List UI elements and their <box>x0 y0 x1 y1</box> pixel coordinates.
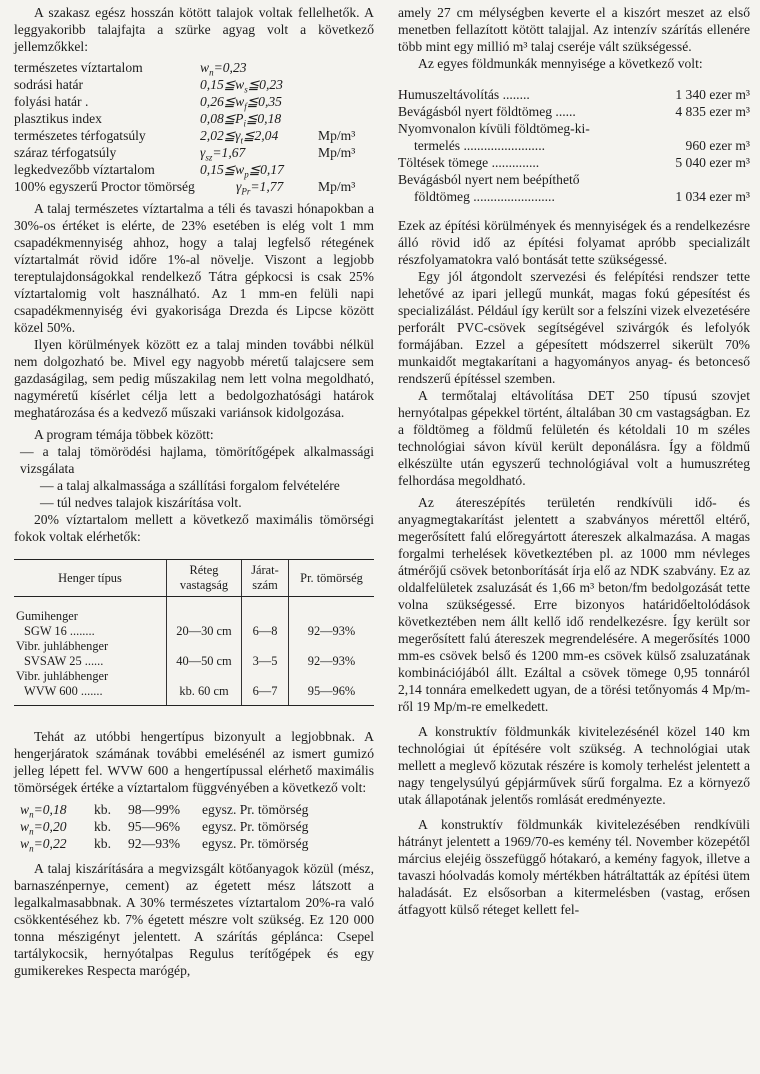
density-cell: 95—96% <box>289 669 375 706</box>
property-value: $\gamma_{Pr}=1,77$ <box>236 179 284 197</box>
quantity-value: 5 040 ezer m³ <box>675 155 750 170</box>
property-name: száraz térfogatsúly <box>14 145 117 160</box>
roller-type-cell: Vibr. juhlábhenger WVW 600 ....... <box>14 669 167 706</box>
quantity-label: Töltések tömege .............. <box>398 155 540 170</box>
right-column <box>398 4 750 918</box>
culvert-paragraph: Az átereszépítés területén rendkívüli idő- és anyagmegtakarítást jelentett a szabványos mérettől eltérő, megerősített falú előregyártott átereszek alkalmazása. A magas forgalmi terhelések következtében pl. az 1000 mm névleges átmérőjű csövek betonborítását írja elő az NDK szabvány. Ez az oldalfelületek zsaluzását és 1,66 m³ beton/fm bedolgozását tette volna szükségessé. Erre bizonyos határidőeltolódások következtében nem állt kellő idő rendelkezésre. Így került sor megerősített falú átereszek megrendelésére. A megerősítés 1000 mm-es csövek belső és 1200 mm-es csövek külső zsaluzatának kombinációjából állt. Ezáltal a csövek tömege 0,95 tonnáról 2,14 tonnára emelkedett ugyan, de a törési tetőnyomás 4 Mp/m-ről 19 Mp/m-re emelkedett. <box>398 495 750 714</box>
program-item: — túl nedves talajok kiszárítása volt. <box>40 495 242 510</box>
layer-cell: kb. 60 cm <box>167 669 242 706</box>
column-header: Henger típus <box>14 560 167 597</box>
property-value: $0,15≦w_s≦0,23$ <box>200 77 283 95</box>
property-value: $0,15≦w_p≦0,17$ <box>200 162 284 180</box>
quantity-row <box>398 171 750 205</box>
quantity-label: Bevágásból nyert nem beépíthető <box>398 172 580 187</box>
quantities-list <box>398 86 750 205</box>
quantity-row <box>398 86 750 103</box>
passes-cell: 6—7 <box>242 669 289 706</box>
property-row <box>14 178 374 195</box>
property-unit: Mp/m³ <box>318 128 356 143</box>
program-intro: A program témája többek között: <box>34 427 214 442</box>
property-name: 100% egyszerű Proctor tömörség <box>14 179 195 194</box>
roller-type-cell: Vibr. juhlábhenger SVSAW 25 ...... <box>16 639 109 668</box>
table-row <box>14 597 374 640</box>
density-cell: 92—93% <box>289 597 375 640</box>
property-row <box>14 59 374 76</box>
roller-table <box>14 559 374 706</box>
left-column <box>14 4 374 979</box>
quantity-row <box>398 154 750 171</box>
result-row: $w_n=0,20$ kb. 95—96% egysz. Pr. tömörség <box>20 819 309 837</box>
property-value: $\gamma_{sz}=1,67$ <box>200 145 246 163</box>
organization-paragraph: Egy jól átgondolt szervezési és felépítési rendszer tette lehetővé az ipari jellegű munkát, magas fokú gépesítést és specializálást. Például így került sor a felszíni vizek elvezetésére perforált PVC-csövek segítségével szivárgók és lefolyók formájában. Ezzel a gépesített módszerrel sikerült 70% munkaidőt megtakarítani a hagyományos anyag- és betonceső rendszerű építéssel szemben. <box>398 269 750 386</box>
construction-paragraph: Ezek az építési körülmények és mennyiségek és a rendelkezésre álló rövid idő az építési folyamat apróbb specializált részfolyamatokra való bontását tette szükségessé. <box>398 218 750 267</box>
topsoil-paragraph: A termőtalaj eltávolítása DET 250 típusú szovjet hernyótalpas gépekkel történt, általában 30 cm vastagságban. Ez a földtömeg a földmű felületén és kétoldali 10 m széles technológiai sávon kívül került deponálásra. Így a földmű elkészülte után egyszerű technológiával volt a humuszréteg felhordása megoldható. <box>398 388 750 488</box>
roller-result-paragraph: Tehát az utóbbi hengertípus bizonyult a legjobbnak. A hengerjáratok számának további emelésénél az ismert gumizó jelleg lépett fel. WVW 600 a hengertípussal elérhető maximális tömörségek értéke a víztartalom függvényében a következő volt: <box>14 729 374 795</box>
passes-cell: 6—8 <box>242 597 289 640</box>
property-row <box>14 144 374 161</box>
moisture-paragraph: A talaj természetes víztartalma a téli és tavaszi hónapokban a 30%-os értéket is elérte, de 23% esetében is elég volt 1 mm csapadékmennyiség ahhoz, hogy a talaj legfelső rétegének víztartalmát rövid időre 1%-al növelje. Viszont a legjobb tereptulajdonságokkal rendelkező Tátra gépkocsi is csak 25% víztartalomig volt használható. Az 1 mm-en felüli napi csapadékmennyiség évi gyakorisága Drezda és Lipcse között közel 50%. <box>14 201 374 335</box>
property-row <box>14 93 374 110</box>
soil-properties-list <box>14 59 374 195</box>
property-name: természetes térfogatsúly <box>14 128 146 143</box>
result-row: $w_n=0,22$ kb. 92—93% egysz. Pr. tömörség <box>20 836 309 854</box>
property-value: $0,08≦P_i≦0,18$ <box>200 111 282 129</box>
compaction-intro: 20% víztartalom mellett a következő maximális tömörségi fokok voltak elérhetők: <box>14 512 374 544</box>
quantity-label: Nyomvonalon kívüli földtömeg-ki- <box>398 121 590 136</box>
density-cell: 92—93% <box>289 639 375 669</box>
property-name: plasztikus index <box>14 111 102 126</box>
program-list <box>14 443 374 511</box>
table-row <box>14 669 374 706</box>
passes-cell: 3—5 <box>242 639 289 669</box>
property-row <box>14 110 374 127</box>
program-item: — a talaj tömörödési hajlama, tömörítőgépek alkalmassági vizsgálata <box>20 444 374 476</box>
property-name: folyási határ . <box>14 94 89 109</box>
property-name: sodrási határ <box>14 77 84 92</box>
roller-type-cell: Gumihenger SGW 16 ........ <box>16 609 95 638</box>
results-list <box>14 801 374 852</box>
property-name: legkedvezőbb víztartalom <box>14 162 155 177</box>
column-header: Pr. tömörség <box>289 560 375 597</box>
property-name: természetes víztartalom <box>14 60 143 75</box>
quantity-value: 4 835 ezer m³ <box>675 104 750 119</box>
layer-cell: 20—30 cm <box>167 597 242 640</box>
column-header: Réteg vastagság <box>167 560 242 597</box>
roads-paragraph: A konstruktív földmunkák kivitelezésénél közel 140 km technológiai út építésére volt szükség. A technológiai utak mellett a meglevő közutak részére is komoly terhelést jelentett a nagy tengelysúlyú gépjárművek sűrű forgalma. Ez a környező utak állapotának jelentős romlását eredményezte. <box>398 724 750 807</box>
intro-paragraph: A szakasz egész hosszán kötött talajok voltak fellelhetők. A leggyakoribb talajfajta a szürke agyag volt a következő jellemzőkkel: <box>14 5 374 54</box>
layer-cell: 40—50 cm <box>167 639 242 669</box>
drying-paragraph: A talaj kiszárítására a megvizsgált kötőanyagok közül (mész, barnaszénpernye, cement) az égetett mész látszott a legalkalmasabbnak. A 30% természetes víztartalom 20%-ra való csökkentéséhez kb. 7% égetett mészre volt szükség. Ez 120 000 tonna mészigényt jelentett. A szárítás géplánca: Csepel tartálykocsik, hernyótalpas Regulus terítőgépek és egy gumikerekes Respecta marógép, <box>14 861 374 978</box>
quantity-label: Humuszeltávolítás ........ <box>398 87 530 102</box>
property-value: $w_n=0,23$ <box>200 60 247 78</box>
property-row <box>14 161 374 178</box>
winter-paragraph: A konstruktív földmunkák kivitelezésében rendkívüli hátrányt jelentett a 1969/70-es kemény tél. November közepétől március elejéig összefüggő hótakaró, a kemény fagyok, illetve a tavaszi hóolvadás komoly mértékben hátráltatták az építési ütem haladását. Ez elsősorban a kitermelésben (vastag, erősen átfagyott külső réteget kellett fel- <box>398 817 750 917</box>
property-unit: Mp/m³ <box>318 145 356 160</box>
conditions-paragraph: Ilyen körülmények között ez a talaj minden további nélkül nem dolgozható be. Mivel egy nagyobb méretű talajcsere sem gazdaságilag, sem pedig műszakilag nem lett volna megoldható, nagyméretű kísérlet célja lett a bedolgozhatósági határok meghatározása és a kedvező műszaki variánsok kidolgozása. <box>14 337 374 420</box>
continuation-paragraph: amely 27 cm mélységben keverte el a kiszórt meszet az első menetben fellazított kötött talajjal. Az intenzív szárítás ellenére több mint egy millió m³ talaj cseréje vált szükségessé. <box>398 5 750 54</box>
quantity-value: 1 034 ezer m³ <box>675 189 750 204</box>
quantity-label: termelés ........................ <box>414 138 546 153</box>
property-row <box>14 76 374 93</box>
quantity-value: 960 ezer m³ <box>685 138 750 153</box>
quantity-row <box>398 120 750 154</box>
program-item: — a talaj alkalmassága a szállítási forgalom felvételére <box>40 478 340 493</box>
quantities-intro: Az egyes földmunkák mennyisége a következő volt: <box>418 56 703 71</box>
property-value: $0,26≦w_f≦0,35$ <box>200 94 282 112</box>
quantity-row <box>398 103 750 120</box>
property-value: $2,02≦\gamma_t≦2,04$ <box>200 128 279 146</box>
property-unit: Mp/m³ <box>318 179 356 194</box>
property-row <box>14 127 374 144</box>
result-row: $w_n=0,18$ kb. 98—99% egysz. Pr. tömörség <box>20 802 309 820</box>
table-row <box>14 639 374 669</box>
quantity-value: 1 340 ezer m³ <box>675 87 750 102</box>
column-header: Járat-szám <box>242 560 289 597</box>
quantity-label: Bevágásból nyert földtömeg ...... <box>398 104 576 119</box>
quantity-label: földtömeg ........................ <box>414 189 555 204</box>
